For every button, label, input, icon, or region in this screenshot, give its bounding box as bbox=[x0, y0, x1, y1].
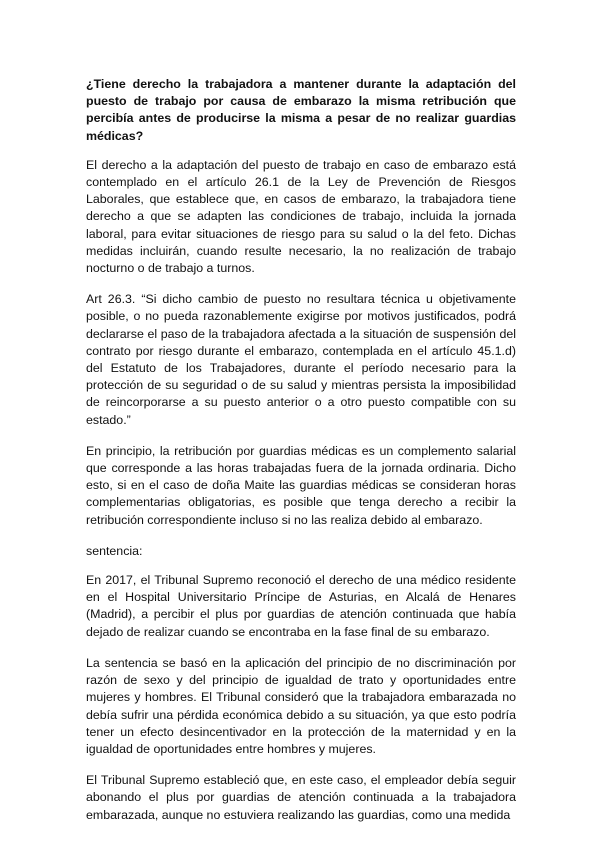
paragraph-ruling-outcome: El Tribunal Supremo estableció que, en este caso, el empleador debía seguir abonando el plus por guardias de atención continuada a la trabajadora embarazada, aunque no estuviera realizando las guardias, como una medida bbox=[86, 773, 516, 822]
paragraph-article-26-3: Art 26.3. “Si dicho cambio de puesto no resultara técnica u objetivamente posible, o no pueda razonablemente exigirse por motivos justificados, podrá declararse el paso de la trabajadora afectada a la situación de suspensión del contrato por riesgo durante el embarazo, contemplada en el artículo 45.1.d) del Estatuto de los Trabajadores, durante el período necesario para la protección de su seguridad o de su salud y mientras persista la imposibilidad de reincorporarse a su puesto anterior o a otro puesto compatible con su estado.” bbox=[86, 292, 516, 427]
paragraph-ruling-basis: La sentencia se basó en la aplicación del principio de no discriminación por razón de sexo y del principio de igualdad de trato y oportunidades entre mujeres y hombres. El Tribunal consideró que la trabajadora embarazada no debía sufrir una pérdida económica debido a su situación, ya que esto podría tener un efecto desincentivador en la protección de la maternidad y en la igualdad de oportunidades entre hombres y mujeres. bbox=[86, 655, 516, 756]
question-heading: ¿Tiene derecho la trabajadora a mantener durante la adaptación del puesto de trabajo por causa de embarazo la misma retribución que percibía antes de producirse la misma a pesar de no realizar guardias médicas? bbox=[86, 77, 516, 143]
paragraph-adaptation-right: El derecho a la adaptación del puesto de trabajo en caso de embarazo está contemplado en el artículo 26.1 de la Ley de Prevención de Riesgos Laborales, que establece que, en casos de embarazo, la trabajadora tiene derecho a que se adapten las condiciones de trabajo, incluida la jornada laboral, para evitar situaciones de riesgo para su salud o la del feto. Dichas medidas incluirán, cuando resulte necesario, la no realización de trabajo nocturno o de trabajo a turnos. bbox=[86, 157, 516, 276]
paragraph-guard-pay: En principio, la retribución por guardias médicas es un complemento salarial que corresponde a las horas trabajadas fuera de la jornada ordinaria. Dicho esto, si en el caso de doña Maite las guardias médicas se consideran horas complementarias obligatorias, es posible que tenga derecho a recibir la retribución correspondiente incluso si no las realiza debido al embarazo. bbox=[86, 443, 516, 527]
document-page bbox=[86, 76, 516, 838]
section-label-sentencia: sentencia: bbox=[86, 543, 143, 558]
paragraph-supreme-court-2017: En 2017, el Tribunal Supremo reconoció el derecho de una médico residente en el Hospital Universitario Príncipe de Asturias, en Alcalá de Henares (Madrid), a percibir el plus por guardias de atención continuada que había dejado de realizar cuando se encontraba en la fase final de su embarazo. bbox=[86, 573, 516, 639]
